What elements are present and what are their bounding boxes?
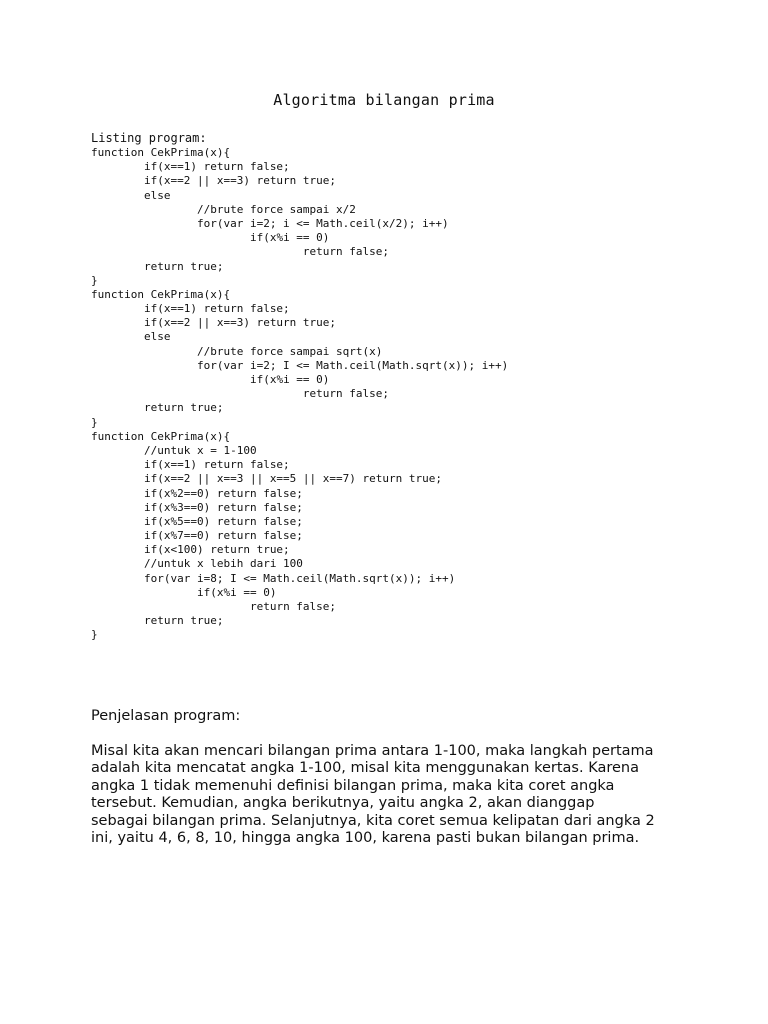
code-line: //untuk x lebih dari 100: [91, 557, 303, 571]
paragraph-line: Misal kita akan mencari bilangan prima antara 1-100, maka langkah pertama: [91, 743, 654, 759]
code-line: }: [91, 273, 98, 287]
code-line: //brute force sampai x/2: [91, 202, 356, 216]
explanation-heading: Penjelasan program:: [91, 708, 241, 724]
paragraph-line: adalah kita mencatat angka 1-100, misal kita menggunakan kertas. Karena: [91, 760, 639, 777]
code-line: function CekPrima(x){: [91, 429, 231, 443]
code-line: return false;: [91, 600, 337, 613]
code-line: for(var i=2; I <= Math.ceil(Math.sqrt(x)); i++): [91, 358, 509, 372]
code-line: if(x%2==0) return false;: [91, 486, 303, 500]
code-line: function CekPrima(x){: [91, 287, 231, 301]
code-line: return false;: [91, 387, 390, 401]
code-line: return true;: [91, 259, 224, 273]
code-line: return false;: [91, 245, 390, 259]
listing-label: Listing program:: [91, 131, 207, 145]
code-line: }: [91, 415, 98, 429]
code-line: if(x<100) return true;: [91, 543, 290, 557]
code-line: else: [91, 330, 171, 344]
code-line: if(x==2 || x==3) return true;: [91, 316, 337, 330]
code-line: if(x==1) return false;: [91, 160, 290, 174]
code-line: for(var i=2; i <= Math.ceil(x/2); i++): [91, 216, 449, 230]
code-line: if(x==1) return false;: [91, 302, 290, 316]
paragraph-line: angka 1 tidak memenuhi definisi bilangan prima, maka kita coret angka: [91, 777, 615, 794]
explanation-paragraph: [91, 743, 731, 847]
code-line: return true;: [91, 614, 224, 628]
paragraph-line: ini, yaitu 4, 6, 8, 10, hingga angka 100, karena pasti bukan bilangan prima.: [91, 830, 640, 847]
code-listing: [91, 146, 508, 643]
code-line: if(x%7==0) return false;: [91, 529, 303, 543]
code-line: if(x%i == 0): [91, 373, 330, 386]
code-line: if(x%5==0) return false;: [91, 514, 303, 528]
code-line: if(x==1) return false;: [91, 458, 290, 472]
code-line: else: [91, 188, 171, 202]
paragraph-line: tersebut. Kemudian, angka berikutnya, yaitu angka 2, akan dianggap: [91, 795, 595, 812]
code-line: //brute force sampai sqrt(x): [91, 344, 383, 358]
code-line: }: [91, 628, 98, 642]
code-line: if(x%i == 0): [91, 585, 277, 599]
code-line: for(var i=8; I <= Math.ceil(Math.sqrt(x)); i++): [91, 571, 456, 585]
code-line: if(x==2 || x==3) return true;: [91, 174, 337, 188]
code-line: return true;: [91, 401, 224, 415]
document-title: Algoritma bilangan prima: [273, 91, 495, 109]
code-line: if(x%3==0) return false;: [91, 500, 303, 514]
paragraph-line: sebagai bilangan prima. Selanjutnya, kita coret semua kelipatan dari angka 2: [91, 812, 655, 829]
code-line: //untuk x = 1-100: [91, 443, 257, 457]
code-line: if(x==2 || x==3 || x==5 || x==7) return true;: [91, 472, 442, 486]
code-line: function CekPrima(x){: [91, 146, 231, 159]
code-line: if(x%i == 0): [91, 231, 330, 245]
